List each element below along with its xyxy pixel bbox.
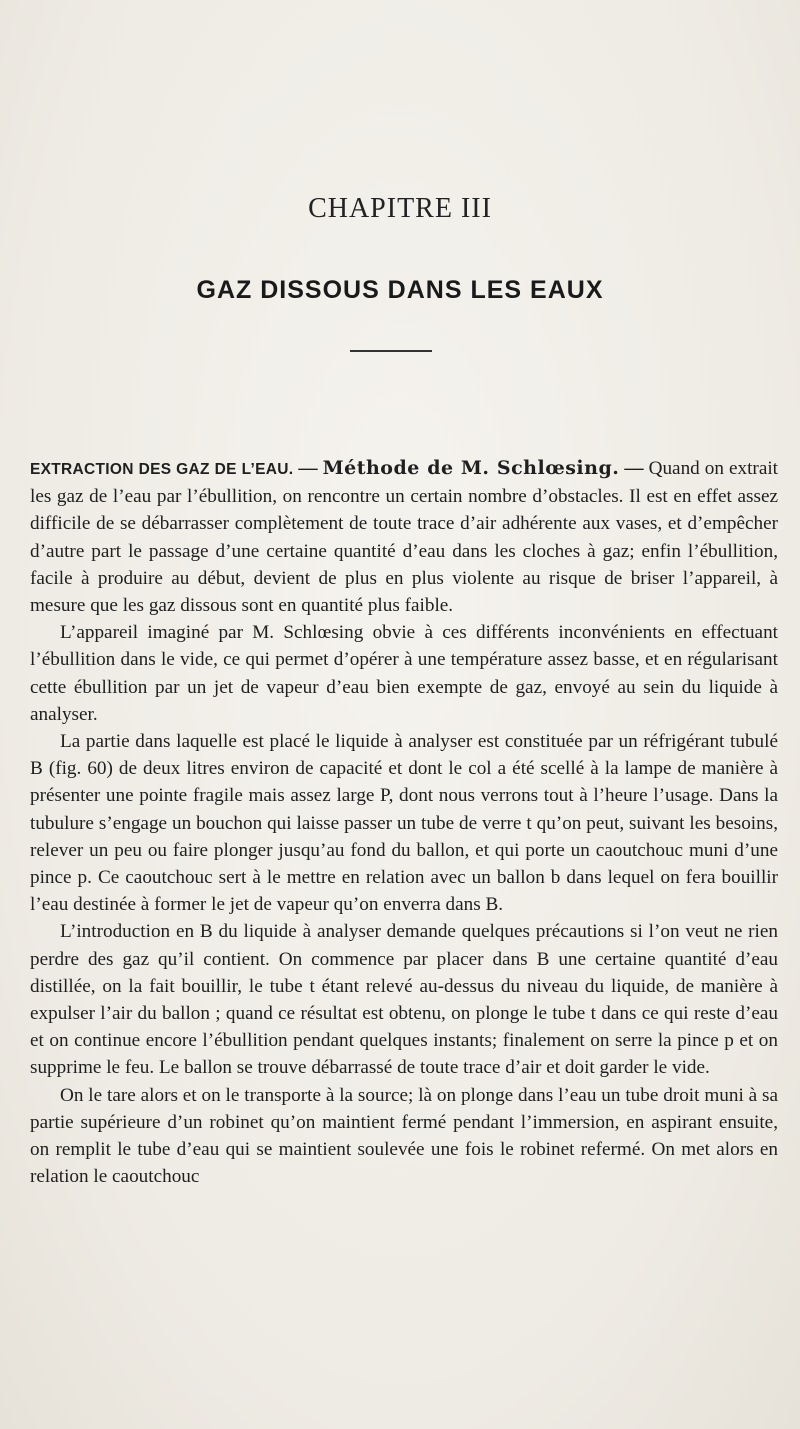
section-heading: EXTRACTION DES GAZ DE L’EAU. [30,461,294,478]
heading-dash: — [293,458,323,479]
paragraph-5: On le tare alors et on le transporte à la source; là on plonge dans l’eau un tube droit muni à sa partie supérieure d’un robinet qu’on maintient fermé pendant l’immersion, en aspirant ensuite, on remplit le tube d’eau qui se maintient soulevée une fois le robinet refermé. On met alors en relation le caoutchouc [30,1084,778,1188]
paragraph-2: L’appareil imaginé par M. Schlœsing obvie à ces différents inconvénients en effectuant l’ébullition dans le vide, ce qui permet d’opérer à une température assez basse, et en régularisant cette ébullition par un jet de vapeur d’eau bien exempte de gaz, envoyé au sein du liquide à analyser. [30,622,778,725]
method-title: Méthode de M. Schlœsing. [322,457,620,479]
paragraph-3: La partie dans laquelle est placé le liquide à analyser est constituée par un réfrigérant tubulé B (fig. 60) de deux litres environ de capacité et dont le col a été scellé à la lampe de manière à présenter une pointe fragile mais assez large P, dont nous verrons tout à l’heure l’usage. Dans la tubulure s’engage un bouchon qui laisse passer un tube de verre t qu’on peut, suivant les besoins, relever un peu ou faire plonger jusqu’au fond du ballon, et qui porte un caoutchouc muni d’une pince p. Ce caoutchouc sert à le mettre en relation avec un ballon b dans lequel on fera bouillir l’eau destinée à former le jet de vapeur qu’on enverra dans B. [30,731,778,916]
chapter-title: GAZ DISSOUS DANS LES EAUX [196,276,604,304]
body-text [30,455,778,1190]
heading-dash-2: — [619,458,649,479]
paragraph-4: L’introduction en B du liquide à analyser demande quelques précautions si l’on veut ne rien perdre des gaz qu’il contient. On commence par placer dans B une certaine quantité d’eau distillée, on la fait bouillir, le tube t étant relevé au-dessus du niveau du liquide, de manière à expulser l’air du ballon ; quand ce résultat est obtenu, on plonge le tube t dans ce qui reste d’eau et on continue encore l’ébullition pendant quelques instants; finalement on serre la pince p et on supprime le feu. Le ballon se trouve débarrassé de toute trace d’air et doit garder le vide. [30,921,778,1079]
title-rule [350,350,432,352]
paragraph-1 [30,455,778,619]
paragraph-text: Quand on extrait les gaz de l’eau par l’ébullition, on rencontre un certain nombre d’obstacles. Il est en effet assez difficile de se débarrasser complètement de toute trace d’air adhérente aux vases, et d’empêcher d’autre part le passage d’une certaine quantité d’eau dans les cloches à gaz; enfin l’ébullition, facile à produire au début, devient de plus en plus violente au risque de briser l’appareil, à mesure que les gaz dissous sont en quantité plus faible. [30,458,779,617]
chapter-number: CHAPITRE III [308,193,492,224]
